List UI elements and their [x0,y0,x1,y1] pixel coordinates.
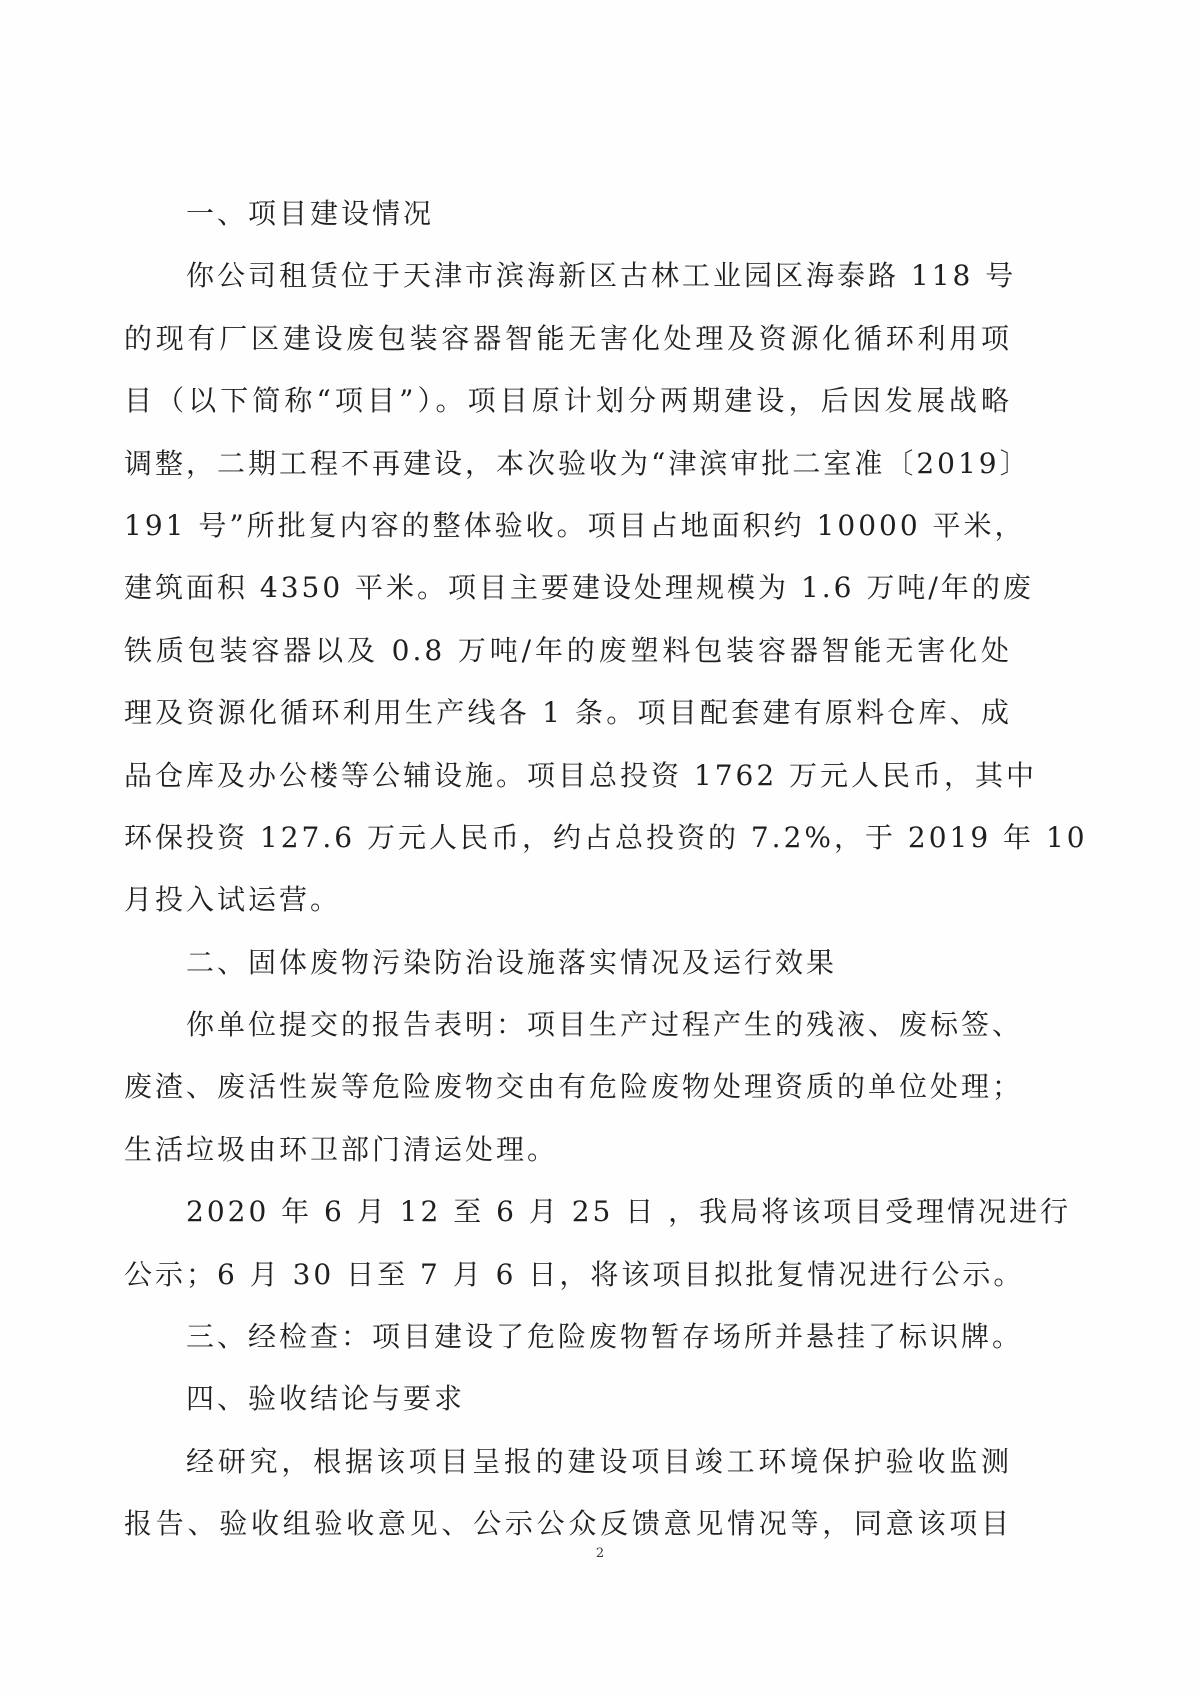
paragraph-line: 建筑面积 4350 平米。项目主要建设处理规模为 1.6 万吨/年的废 [124,571,1034,605]
section-heading-4: 四、验收结论与要求 [186,1382,466,1416]
section-heading-3: 三、经检查：项目建设了危险废物暂存场所并悬挂了标识牌。 [186,1320,1024,1354]
section-heading-1: 一、项目建设情况 [186,197,435,230]
paragraph-line: 你公司租赁位于天津市滨海新区古林工业园区海泰路 118 号 [186,259,1017,293]
paragraph-line: 的现有厂区建设废包装容器智能无害化处理及资源化循环利用项 [124,321,1012,355]
section-heading-2: 二、固体废物污染防治设施落实情况及运行效果 [186,945,838,979]
page-number: 2 [595,1546,605,1561]
paragraph-line: 你单位提交的报告表明：项目生产过程产生的残液、废标签、 [186,1008,1024,1042]
paragraph-line: 报告、验收组验收意见、公示公众反馈意见情况等，同意该项目 [124,1507,1012,1541]
paragraph-line: 月投入试运营。 [124,883,342,917]
paragraph-line: 环保投资 127.6 万元人民币，约占总投资的 7.2%，于 2019 年 10 [124,820,1088,854]
document-body [124,183,1088,1556]
paragraph-line: 理及资源化循环利用生产线各 1 条。项目配套建有原料仓库、成 [124,696,1012,730]
paragraph-line: 经研究，根据该项目呈报的建设项目竣工环境保护验收监测 [186,1444,1012,1478]
paragraph-line: 191 号”所批复内容的整体验收。项目占地面积约 10000 平米， [124,508,1026,542]
paragraph-line: 铁质包装容器以及 0.8 万吨/年的废塑料包装容器智能无害化处 [124,633,1012,667]
paragraph-line: 品仓库及办公楼等公辅设施。项目总投资 1762 万元人民币，其中 [124,758,1038,792]
paragraph-line: 2020 年 6 月 12 至 6 月 25 日 ，我局将该项目受理情况进行 [186,1195,1072,1229]
paragraph-line: 调整，二期工程不再建设，本次验收为“津滨审批二室准〔2019〕 [124,446,1031,480]
paragraph-line: 废渣、废活性炭等危险废物交由有危险废物处理资质的单位处理； [124,1070,1024,1104]
paragraph-line: 公示；6 月 30 日至 7 月 6 日，将该项目拟批复情况进行公示。 [124,1257,1025,1291]
paragraph-line: 生活垃圾由环卫部门清运处理。 [124,1132,559,1166]
paragraph-line: 目（以下简称“项目”）。项目原计划分两期建设，后因发展战略 [124,384,1012,418]
